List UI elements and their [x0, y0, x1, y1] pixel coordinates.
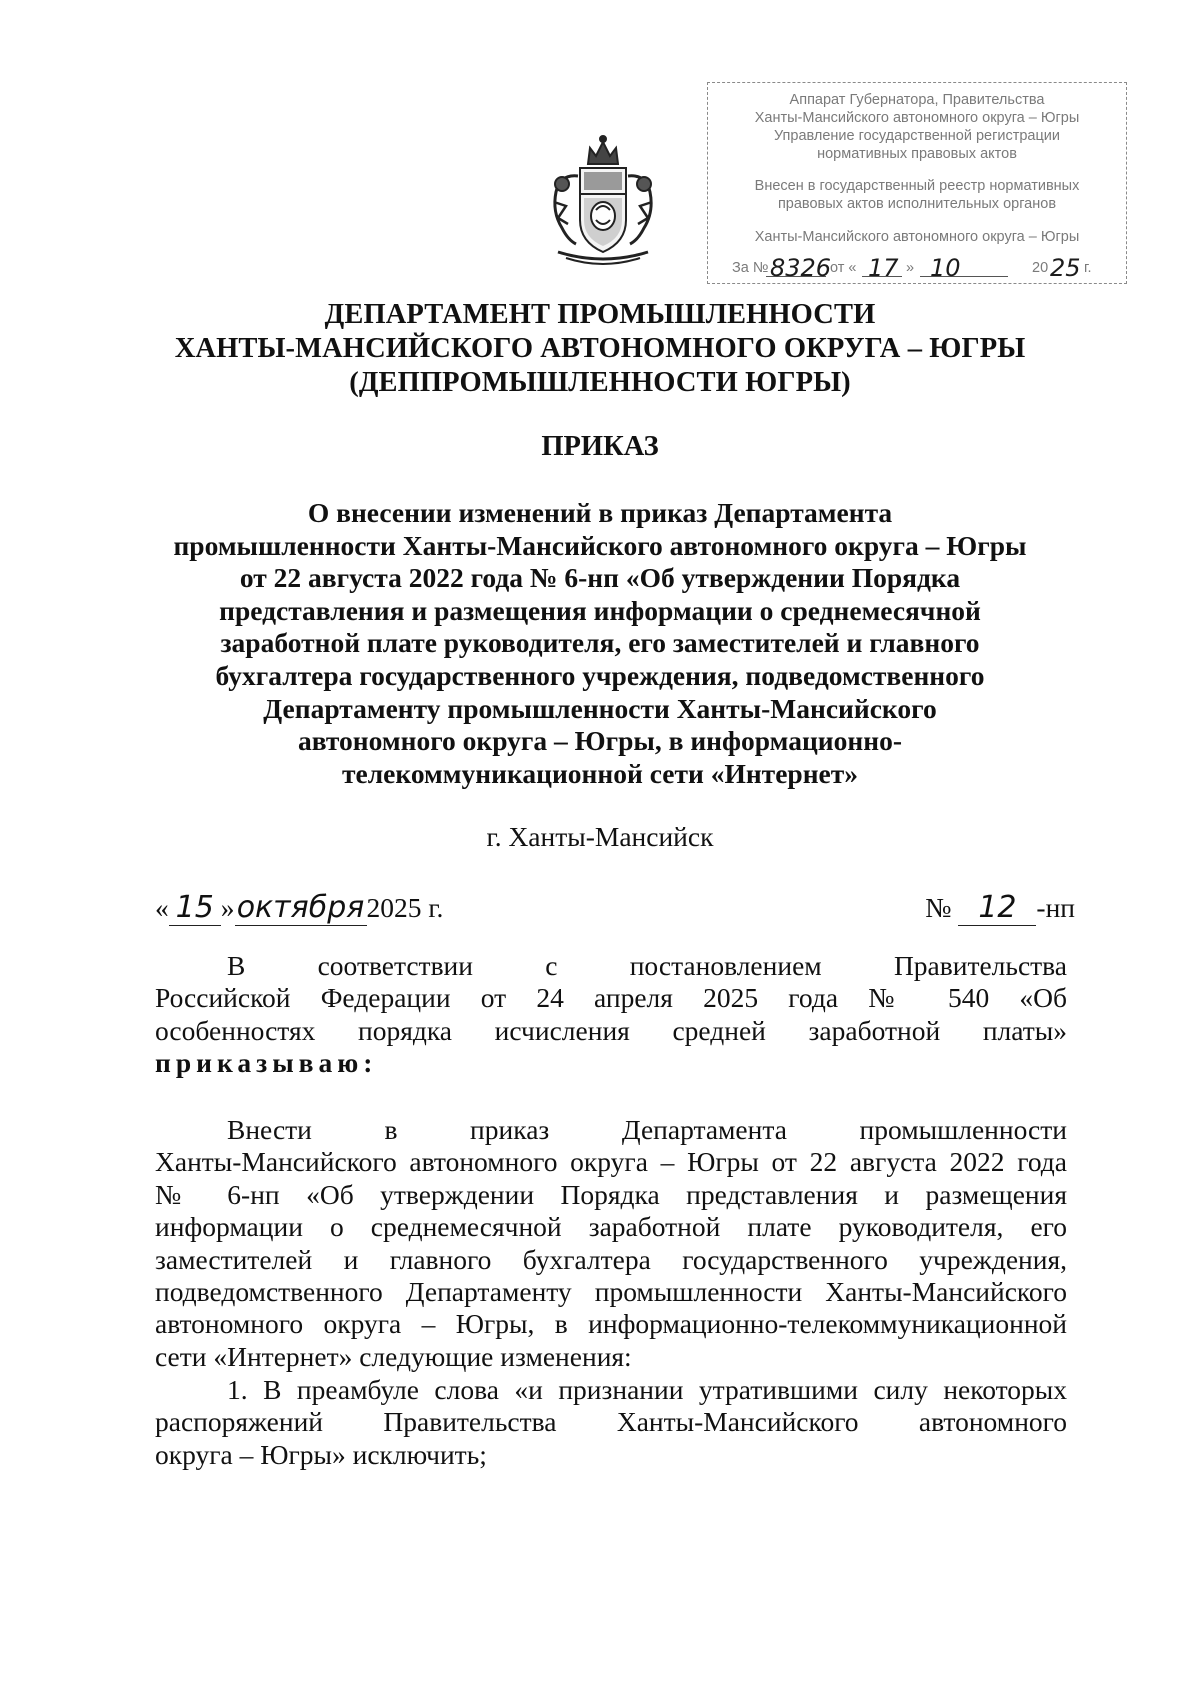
registration-stamp — [707, 82, 1127, 284]
preamble-line: Российской Федерации от 24 апреля 2025 года № 540 «Об — [155, 982, 1067, 1014]
item-1-line: округа – Югры» исключить; — [155, 1438, 487, 1470]
order-word: приказываю: — [155, 1047, 378, 1079]
subject-line: представления и размещения информации о среднемесячной — [219, 594, 981, 626]
item-1-paragraph — [155, 1374, 1067, 1471]
order-year: 2025 г. — [366, 892, 444, 923]
item-1-line: распоряжений Правительства Ханты-Мансийского автономного — [155, 1406, 1067, 1438]
subject-line: О внесении изменений в приказ Департамента — [307, 497, 893, 528]
body-line: информации о среднемесячной заработной плате руководителя, его — [155, 1211, 1067, 1243]
body-line: Внести в приказ Департамента промышленности — [227, 1114, 1067, 1145]
date-open-quote: « — [155, 892, 169, 923]
stamp-reg-from: от « — [830, 260, 857, 276]
stamp-registration-line — [732, 254, 1116, 282]
stamp-reg-day: 17 — [868, 254, 899, 282]
stamp-reg-prefix: За № — [732, 260, 769, 276]
body-paragraph — [155, 1114, 1067, 1373]
preamble-line: особенностях порядка исчисления средней заработной платы» — [155, 1014, 1067, 1046]
preamble-line: В соответствии с постановлением Правительства — [227, 950, 1067, 981]
body-line: сети «Интернет» следующие изменения: — [155, 1340, 632, 1372]
city: г. Ханты-Мансийск — [486, 821, 714, 852]
subject-line: Департаменту промышленности Ханты-Мансийского — [263, 692, 937, 724]
document-type: ПРИКАЗ — [541, 431, 659, 462]
org-line-2: ХАНТЫ-МАНСИЙСКОГО АВТОНОМНОГО ОКРУГА – ЮГРЫ — [174, 333, 1026, 364]
subject-line: бухгалтера государственного учреждения, подведомственного — [215, 659, 985, 691]
stamp-reg-year: 25 — [1050, 254, 1081, 282]
subject-line: автономного округа – Югры, в информационно- — [297, 725, 903, 757]
org-line-3: (ДЕППРОМЫШЛЕННОСТИ ЮГРЫ) — [349, 367, 851, 398]
coat-of-arms-icon — [538, 130, 668, 270]
stamp-line-1: Аппарат Губернатора, Правительства — [789, 92, 1045, 108]
stamp-line-3: Управление государственной регистрации — [773, 128, 1061, 144]
body-line: заместителей и главного бухгалтера государственного учреждения, — [155, 1243, 1067, 1275]
body-line: Ханты-Мансийского автономного округа – Югры от 22 августа 2022 года — [155, 1146, 1067, 1178]
stamp-line-5: Внесен в государственный реестр нормативных — [754, 178, 1080, 194]
body-line: автономного округа – Югры, в информационно-телекоммуникационной — [155, 1308, 1067, 1340]
order-day: 15 — [175, 890, 214, 925]
order-date-number — [155, 890, 1075, 926]
order-month: октября — [236, 890, 365, 925]
stamp-reg-year-suffix: г. — [1084, 260, 1092, 276]
body-line: подведомственного Департаменту промышленности Ханты-Мансийского — [155, 1276, 1067, 1308]
subject-line: от 22 августа 2022 года № 6-нп «Об утверждении Порядка — [239, 562, 961, 594]
stamp-line-2: Ханты-Мансийского автономного округа – Югры — [754, 110, 1080, 126]
order-number-value: 12 — [978, 890, 1017, 925]
stamp-line-4: нормативных правовых актов — [817, 146, 1017, 162]
stamp-reg-month: 10 — [930, 254, 961, 282]
subject-line: телекоммуникационной сети «Интернет» — [341, 757, 858, 789]
date-close-quote: » — [220, 892, 235, 923]
item-1-line: 1. В преамбуле слова «и признании утратившими силу некоторых — [227, 1374, 1067, 1405]
organization-name — [0, 298, 1200, 400]
org-line-1: ДЕПАРТАМЕНТ ПРОМЫШЛЕННОСТИ — [324, 299, 876, 330]
stamp-line-6: правовых актов исполнительных органов — [777, 196, 1057, 212]
stamp-reg-year-prefix: 20 — [1032, 260, 1049, 276]
preamble-paragraph — [155, 950, 1067, 1080]
order-date — [155, 890, 443, 926]
number-prefix: № — [925, 892, 952, 923]
stamp-line-7: Ханты-Мансийского автономного округа – Югры — [754, 229, 1080, 245]
number-suffix: -нп — [1036, 892, 1075, 923]
subject-line: заработной плате руководителя, его заместителей и главного — [220, 627, 980, 659]
body-line: № 6-нп «Об утверждении Порядка представления и размещения — [155, 1178, 1067, 1210]
order-number — [925, 890, 1075, 926]
stamp-reg-number: 8326 — [770, 254, 832, 282]
stamp-reg-quote: » — [906, 260, 915, 276]
subject-line: промышленности Ханты-Мансийского автономного округа – Югры — [173, 529, 1027, 561]
document-subject — [0, 497, 1200, 790]
